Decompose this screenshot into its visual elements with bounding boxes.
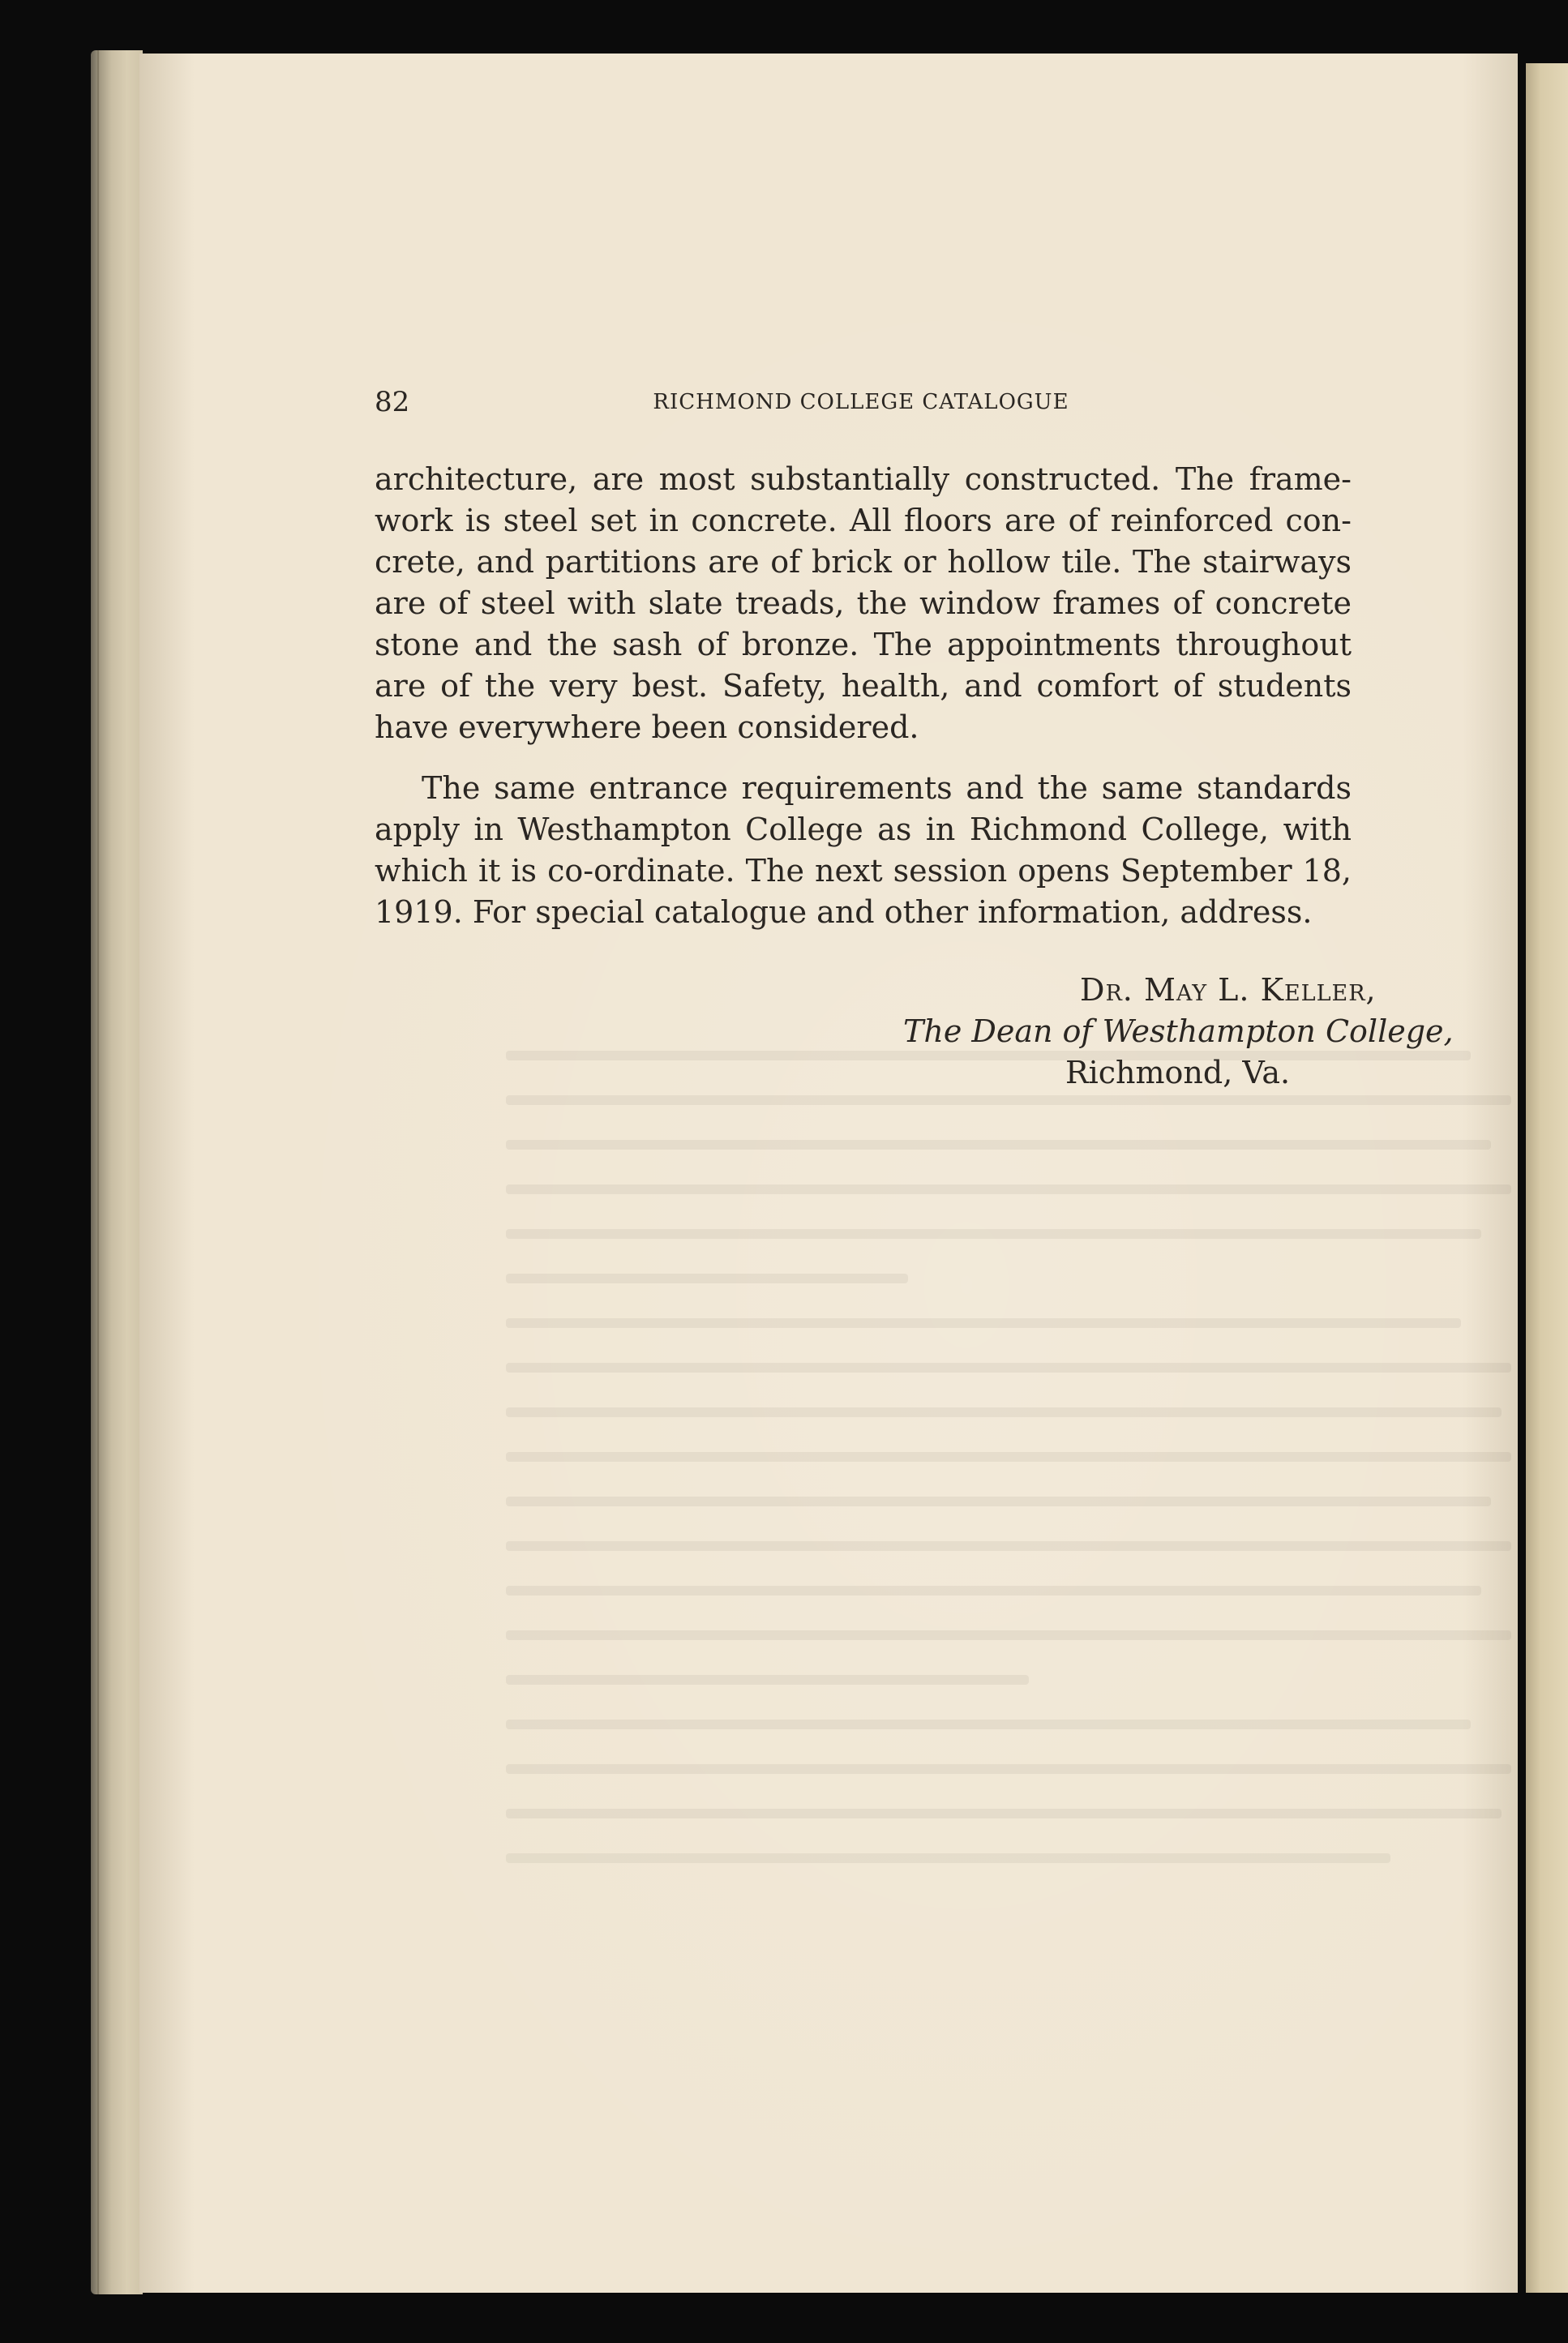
signatory-name: Dr. May L. Keller, [1080,972,1377,1008]
body-text [375,459,1352,933]
page-stack-edge [91,50,143,2294]
signatory-place: Richmond, Va. [1065,1055,1291,1090]
signatory-title: The Dean of Westhampton College, [903,1013,1454,1049]
bleed-through-shadow [506,1051,1511,1894]
page-number: 82 [375,386,410,418]
running-head: RICHMOND COLLEGE CATALOGUE [653,390,1069,414]
book-page [139,54,1518,2293]
signature-block [375,970,1454,1094]
paragraph: architecture, are most substantially constructed. The frame-work is steel set in concrete. All floors are of reinforced con-crete, and partitions are of brick or hollow tile. The stairways are of steel with slate treads, the window frames of concrete stone and the sash of bronze. The appointments throughout are of the very best. Safety, health, and comfort of students have everywhere been considered. [375,461,1352,745]
facing-page-edge [1526,63,1568,2293]
page-header [375,378,1283,426]
paragraph: The same entrance requirements and the same standards apply in Westhampton College as in Richmond College, with which it is co-ordinate. The next session opens September 18, 1919. For special catalogue and other information, address. [375,770,1352,930]
